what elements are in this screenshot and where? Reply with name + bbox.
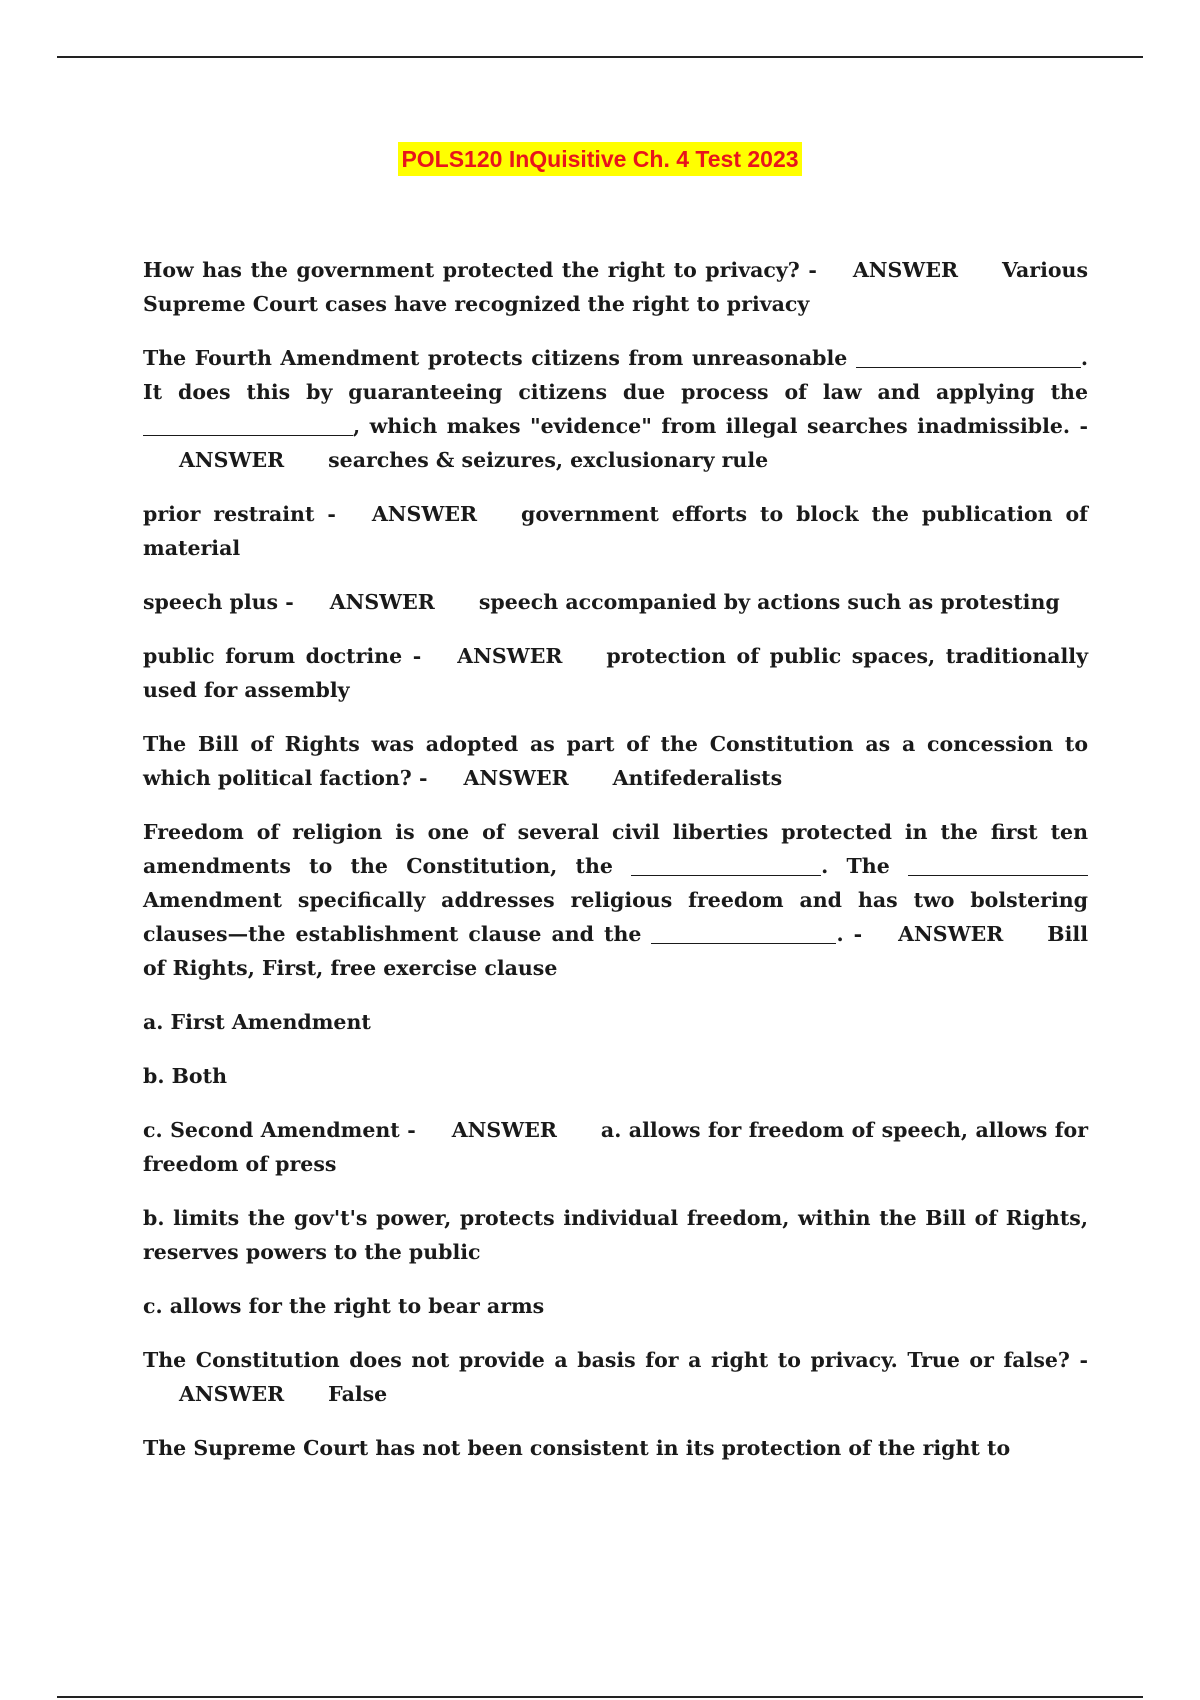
fill-in-blank	[908, 853, 1088, 876]
bottom-rule	[57, 1696, 1143, 1698]
question-text: . The	[821, 854, 890, 878]
option-line	[143, 1289, 1088, 1323]
answer-label: ANSWER	[451, 1118, 557, 1142]
answer-label: ANSWER	[898, 922, 1004, 946]
fill-in-blank	[143, 413, 353, 436]
answer-text: protection of public spaces, traditionally used for assembly	[143, 644, 1089, 702]
qa-entry-speech-plus	[143, 585, 1088, 619]
qa-entry-freedom-of-religion	[143, 815, 1088, 985]
question-text: The Fourth Amendment protects citizens from unreasonable	[143, 346, 848, 370]
qa-entry-fourth-amendment	[143, 341, 1088, 477]
answer-label: ANSWER	[371, 502, 478, 526]
title-container	[0, 142, 1200, 176]
answer-label: ANSWER	[179, 448, 285, 472]
question-text: The Bill of Rights was adopted as part of the Constitution as a concession to which political faction? -	[143, 732, 1088, 790]
question-text: public forum doctrine -	[143, 644, 422, 668]
option-line	[143, 1059, 1088, 1093]
option-line	[143, 1201, 1088, 1269]
qa-entry-truncated	[143, 1431, 1088, 1465]
option-text: c. allows for the right to bear arms	[143, 1294, 545, 1318]
answer-label: ANSWER	[329, 590, 435, 614]
answer-text: speech accompanied by actions such as protesting	[478, 590, 1060, 614]
question-text: . It does this by guaranteeing citizens due process of law and applying the	[143, 346, 1089, 404]
qa-entry-prior-restraint	[143, 497, 1088, 565]
question-text: How has the government protected the right to privacy? -	[143, 258, 817, 282]
answer-text: a. allows for freedom of speech, allows for freedom of press	[143, 1118, 1088, 1176]
question-text: Amendment specifically addresses religious freedom and has two bolstering clauses—the establishment clause and the	[143, 888, 1088, 946]
answer-label: ANSWER	[852, 258, 958, 282]
option-text: a. First Amendment	[143, 1010, 371, 1034]
qa-entry-second-amendment	[143, 1113, 1088, 1181]
document-body	[143, 253, 1088, 1485]
answer-label: ANSWER	[179, 1382, 285, 1406]
qa-entry-privacy	[143, 253, 1088, 321]
qa-entry-true-false	[143, 1343, 1088, 1411]
question-text: . -	[836, 922, 863, 946]
answer-text: Various Supreme Court cases have recognized the right to privacy	[143, 258, 1088, 316]
answer-text: False	[328, 1382, 388, 1406]
option-line	[143, 1005, 1088, 1039]
fill-in-blank	[651, 921, 836, 944]
answer-label: ANSWER	[457, 644, 563, 668]
fill-in-blank	[631, 853, 821, 876]
option-text: b. Both	[143, 1064, 227, 1088]
question-text: Freedom of religion is one of several civil liberties protected in the first ten amendments to the Constitution, the	[143, 820, 1088, 878]
qa-entry-public-forum	[143, 639, 1088, 707]
question-text: The Constitution does not provide a basis for a right to privacy. True or false? -	[143, 1348, 1088, 1372]
fill-in-blank	[856, 345, 1081, 368]
document-title: POLS120 InQuisitive Ch. 4 Test 2023	[398, 142, 801, 176]
question-text: speech plus -	[143, 590, 294, 614]
top-rule	[57, 56, 1143, 58]
qa-entry-bill-of-rights	[143, 727, 1088, 795]
answer-label: ANSWER	[463, 766, 569, 790]
question-text: prior restraint -	[143, 502, 336, 526]
question-text: The Supreme Court has not been consistent in its protection of the right to	[143, 1436, 1011, 1460]
question-text: c. Second Amendment -	[143, 1118, 416, 1142]
question-text: , which makes "evidence" from illegal searches inadmissible. -	[353, 414, 1088, 438]
answer-text: Antifederalists	[612, 766, 783, 790]
option-text: b. limits the gov't's power, protects individual freedom, within the Bill of Rights, reserves powers to the public	[143, 1206, 1088, 1264]
answer-text: government efforts to block the publication of material	[143, 502, 1089, 560]
answer-text: Bill of Rights, First, free exercise clause	[143, 922, 1088, 980]
answer-text: searches & seizures, exclusionary rule	[328, 448, 769, 472]
